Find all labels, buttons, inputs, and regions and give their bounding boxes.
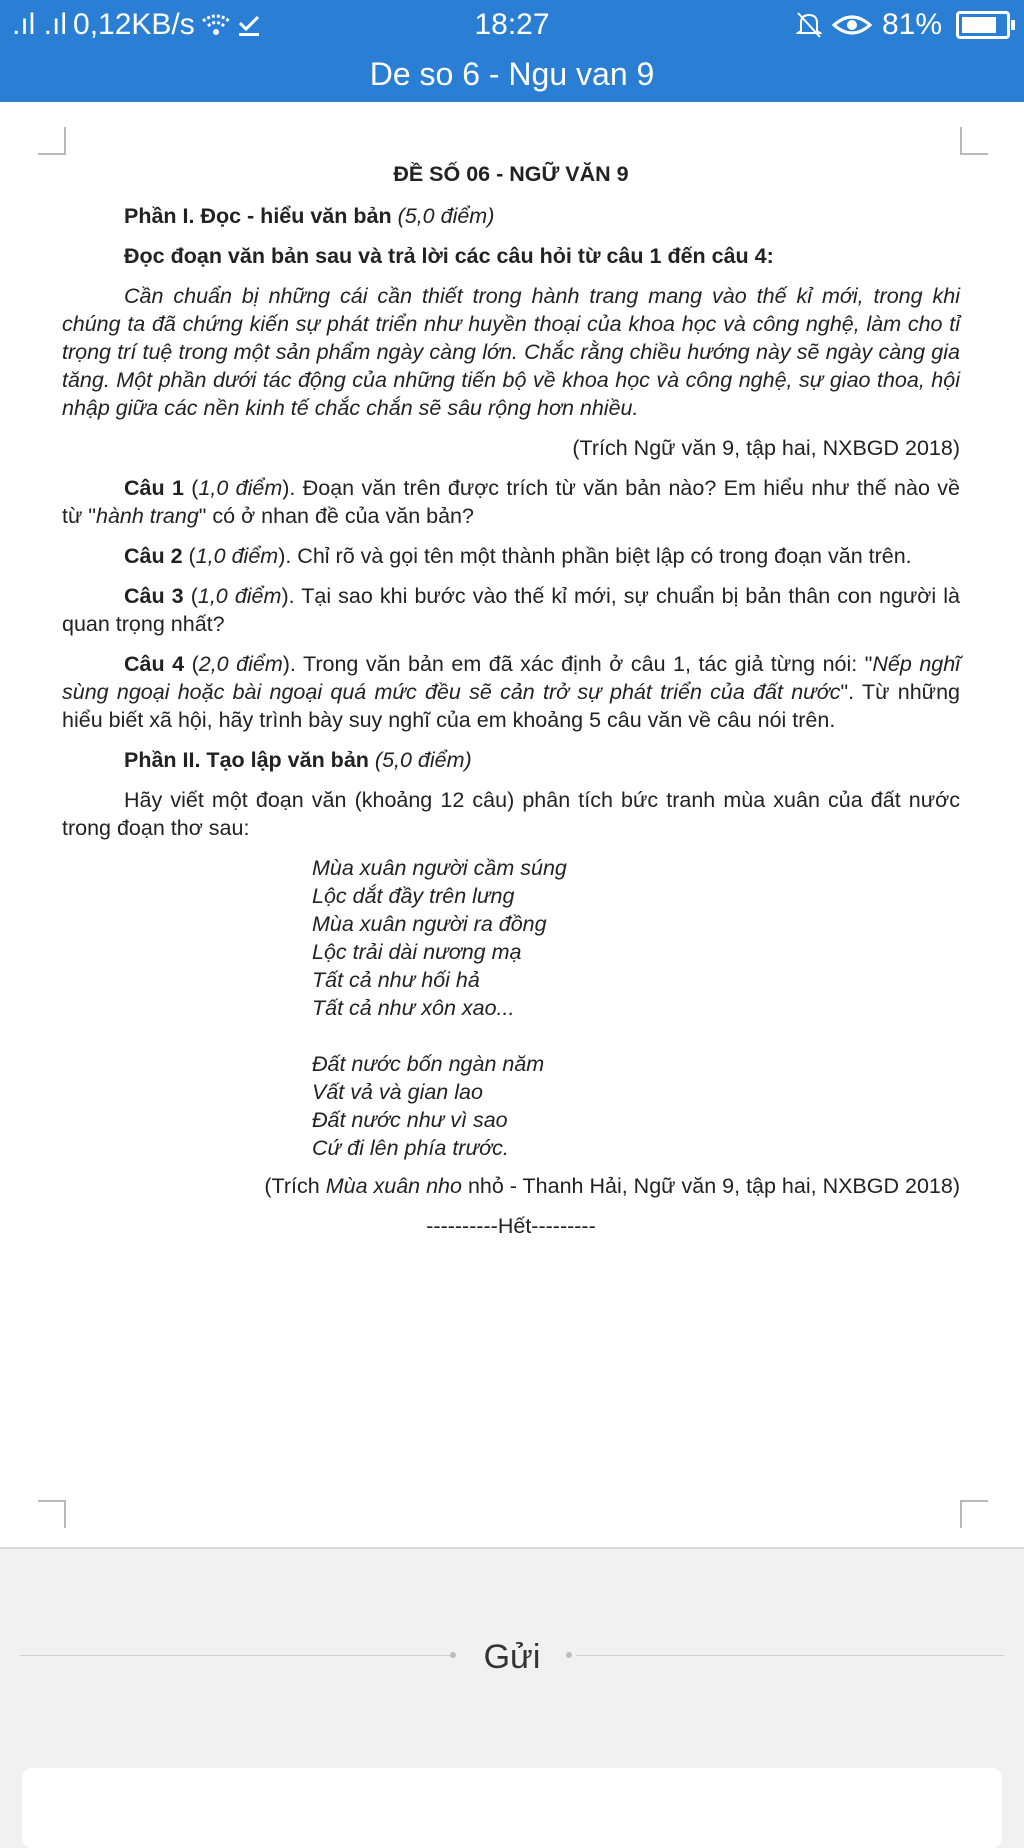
instruction: Đọc đoạn văn bản sau và trả lời các câu hỏi từ câu 1 đến câu 4: <box>124 244 774 268</box>
document-content <box>62 160 960 1252</box>
poem-line: Tất cả như hối hả <box>312 968 480 992</box>
poem-line: Mùa xuân người ra đồng <box>312 912 547 936</box>
battery-percent: 81% <box>881 8 942 41</box>
eye-icon <box>832 13 872 37</box>
passage-source: (Trích Ngữ văn 9, tập hai, NXBGD 2018) <box>572 436 960 460</box>
page-corner-mark <box>38 127 66 155</box>
poem-line: Tất cả như xôn xao... <box>312 996 515 1020</box>
next-card[interactable] <box>22 1768 1002 1848</box>
poem-line: Lộc dắt đầy trên lưng <box>312 884 515 908</box>
bell-muted-icon <box>796 11 822 39</box>
page-corner-mark <box>960 127 988 155</box>
poem-line: Đất nước bốn ngàn năm <box>312 1052 545 1076</box>
question-1: Câu 1 (1,0 điểm). Đoạn văn trên được trích từ văn bản nào? Em hiểu như thế nào về từ "hành trang" có ở nhan đề của văn bản? <box>62 476 960 528</box>
part1-heading: Phần I. Đọc - hiểu văn bản (5,0 điểm) <box>124 204 495 228</box>
clock: 18:27 <box>474 8 550 41</box>
poem-line: Vất vả và gian lao <box>312 1080 483 1104</box>
poem <box>312 854 960 1162</box>
writing-task: Hãy viết một đoạn văn (khoảng 12 câu) phân tích bức tranh mùa xuân của đất nước trong đoạn thơ sau: <box>62 788 960 840</box>
send-divider <box>20 1630 1004 1680</box>
poem-line: Mùa xuân người cầm súng <box>312 856 567 880</box>
page-corner-mark <box>38 1500 66 1528</box>
poem-line <box>312 1022 960 1050</box>
network-speed: 0,12KB/s <box>73 8 195 41</box>
poem-line: Cứ đi lên phía trước. <box>312 1136 509 1160</box>
part2-heading: Phần II. Tạo lập văn bản (5,0 điểm) <box>124 748 472 772</box>
document-page[interactable] <box>0 102 1024 1549</box>
document-title: De so 6 - Ngu van 9 <box>369 56 655 92</box>
app-bar <box>0 0 1024 102</box>
question-3: Câu 3 (1,0 điểm). Tại sao khi bước vào thế kỉ mới, sự chuẩn bị bản thân con người là quan trọng nhất? <box>62 584 960 636</box>
battery-icon <box>956 11 1010 39</box>
page-corner-mark <box>960 1500 988 1528</box>
poem-source: (Trích Mùa xuân nho nhỏ - Thanh Hải, Ngữ văn 9, tập hai, NXBGD 2018) <box>264 1174 960 1198</box>
question-2: Câu 2 (1,0 điểm). Chỉ rõ và gọi tên một thành phần biệt lập có trong đoạn văn trên. <box>124 544 912 568</box>
end-marker: ----------Hết--------- <box>426 1214 596 1238</box>
poem-line: Đất nước như vì sao <box>312 1108 508 1132</box>
send-button[interactable]: Gửi <box>483 1638 541 1676</box>
battery-fill <box>962 17 996 33</box>
signal-icon: .ıl .ıl <box>12 8 68 41</box>
exam-heading: ĐỀ SỐ 06 - NGỮ VĂN 9 <box>393 162 629 186</box>
poem-line: Lộc trải dài nương mạ <box>312 940 522 964</box>
status-bar <box>0 0 1024 50</box>
question-4: Câu 4 (2,0 điểm). Trong văn bản em đã xác định ở câu 1, tác giả từng nói: "Nếp nghĩ sùng ngoại hoặc bài ngoại quá mức đều sẽ cản trở sự phát triển của đất nước". Từ những hiểu biết xã hội, hãy trình bày suy nghĩ của em khoảng 5 câu văn về câu nói trên. <box>62 652 960 732</box>
reading-passage: Cần chuẩn bị những cái cần thiết trong hành trang mang vào thế kỉ mới, trong khi chúng ta đã chứng kiến sự phát triển như huyền thoại của khoa học và công nghệ, làm cho tỉ trọng trí tuệ trong một sản phẩm ngày càng lớn. Chắc rằng chiều hướng này sẽ ngày càng gia tăng. Một phần dưới tác động của những tiến bộ về khoa học và công nghệ, sự giao thoa, hội nhập giữa các nền kinh tế chắc chắn sẽ sâu rộng hơn nhiều. <box>62 284 960 420</box>
